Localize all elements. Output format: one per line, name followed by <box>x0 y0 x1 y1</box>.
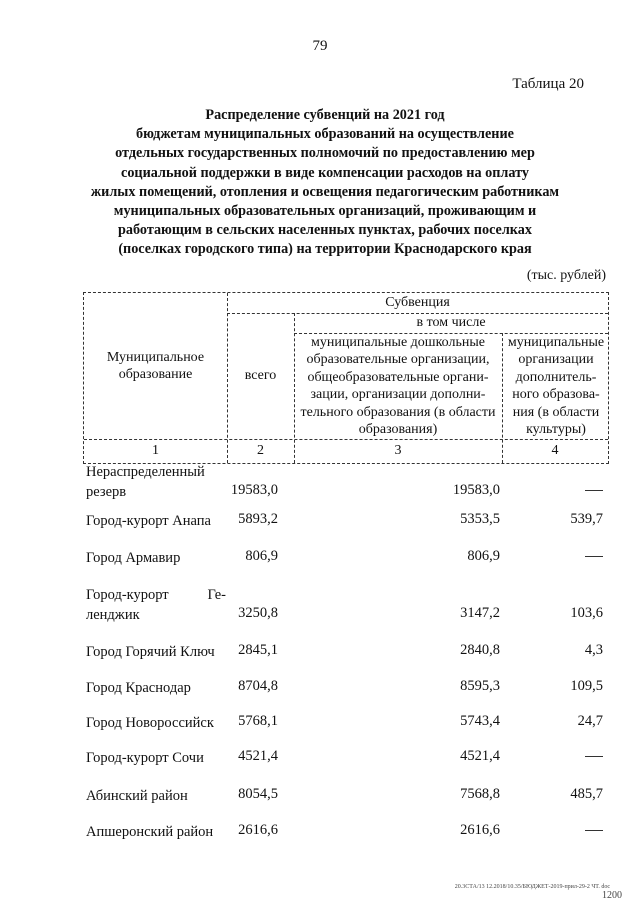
document-title <box>60 106 590 260</box>
total-value: 2616,6 <box>238 822 278 838</box>
header-including: в том числе <box>416 315 486 331</box>
culture-value: 109,5 <box>570 678 603 694</box>
total-value: 3250,8 <box>238 605 278 621</box>
municipality-name: Город-курорт Ге-ленджик <box>86 587 226 623</box>
education-value: 5743,4 <box>460 713 500 729</box>
education-value: 5353,5 <box>460 511 500 527</box>
municipality-name: Город Армавир <box>86 550 181 566</box>
title-line: отдельных государственных полномочий по предоставлению мер <box>115 145 535 162</box>
page-number: 79 <box>312 38 328 54</box>
header-municipality: Муниципальное образование <box>106 349 205 382</box>
column-number: 4 <box>551 443 559 459</box>
total-value: 8704,8 <box>238 678 278 694</box>
municipality-name: Город-курорт Анапа <box>86 513 211 529</box>
education-value: 7568,8 <box>460 786 500 802</box>
table-label: Таблица 20 <box>512 76 584 92</box>
total-value: 8054,5 <box>238 786 278 802</box>
municipality-name: Абинский район <box>86 788 188 804</box>
empty-dash <box>585 830 603 831</box>
header-education: муниципальные дошкольные образовательные организации, общеобразовательные органи-зации, организации дополни-тельного образования (в области образования) <box>300 334 496 437</box>
header-culture: муниципальные организации дополнитель-ного образова-ния (в области культуры) <box>507 334 605 437</box>
empty-dash <box>585 756 603 757</box>
culture-value: 103,6 <box>570 605 603 621</box>
municipality-name: Апшеронский район <box>86 824 214 840</box>
total-value: 806,9 <box>245 548 278 564</box>
header-total: всего <box>244 368 277 384</box>
footer-page-number: 1200 <box>602 890 622 901</box>
education-value: 19583,0 <box>452 482 500 498</box>
municipality-name: Город-курорт Сочи <box>86 750 204 766</box>
header-subvention: Субвенция <box>385 295 450 311</box>
footer-path: 20.3СТА/13 12.2018/10.35/БЮДЖЕТ-2019-прил-29-2 ЧТ. doc <box>454 884 610 890</box>
total-value: 19583,0 <box>230 482 278 498</box>
title-line: жилых помещений, отопления и освещения педагогическим работникам <box>90 183 560 200</box>
culture-value: 485,7 <box>570 786 603 802</box>
education-value: 2616,6 <box>460 822 500 838</box>
municipality-name: Нераспределенный резерв <box>86 464 205 500</box>
title-line: (поселках городского типа) на территории Краснодарского края <box>118 241 532 258</box>
municipality-name: Город Новороссийск <box>86 715 214 731</box>
culture-value <box>530 822 603 839</box>
total-value: 5893,2 <box>238 511 278 527</box>
culture-value: 24,7 <box>577 713 603 729</box>
empty-dash <box>585 556 603 557</box>
column-number: 1 <box>152 443 159 459</box>
culture-value <box>530 482 603 499</box>
column-number: 3 <box>394 443 402 459</box>
title-line: муниципальных образовательных организаций, проживающим и <box>113 203 537 220</box>
title-line: бюджетам муниципальных образований на осуществление <box>136 126 514 143</box>
municipality-name: Город Горячий Ключ <box>86 644 215 660</box>
culture-value: 4,3 <box>584 642 603 658</box>
total-value: 2845,1 <box>238 642 278 658</box>
title-line: социальной поддержки в виде компенсации расходов на оплату <box>121 164 529 181</box>
education-value: 2840,8 <box>460 642 500 658</box>
total-value: 5768,1 <box>238 713 278 729</box>
municipality-name: Город Краснодар <box>86 680 191 696</box>
education-value: 8595,3 <box>460 678 500 694</box>
empty-dash <box>585 490 603 491</box>
units-note: (тыс. рублей) <box>526 268 606 283</box>
culture-value <box>530 748 603 765</box>
culture-value <box>530 548 603 565</box>
education-value: 806,9 <box>467 548 500 564</box>
education-value: 3147,2 <box>460 605 500 621</box>
column-number: 2 <box>257 443 264 459</box>
culture-value: 539,7 <box>570 511 603 527</box>
title-line: работающим в сельских населенных пунктах, рабочих поселках <box>118 222 532 239</box>
total-value: 4521,4 <box>238 748 278 764</box>
table-header <box>83 292 609 464</box>
title-line: Распределение субвенций на 2021 год <box>205 107 445 123</box>
education-value: 4521,4 <box>460 748 500 764</box>
